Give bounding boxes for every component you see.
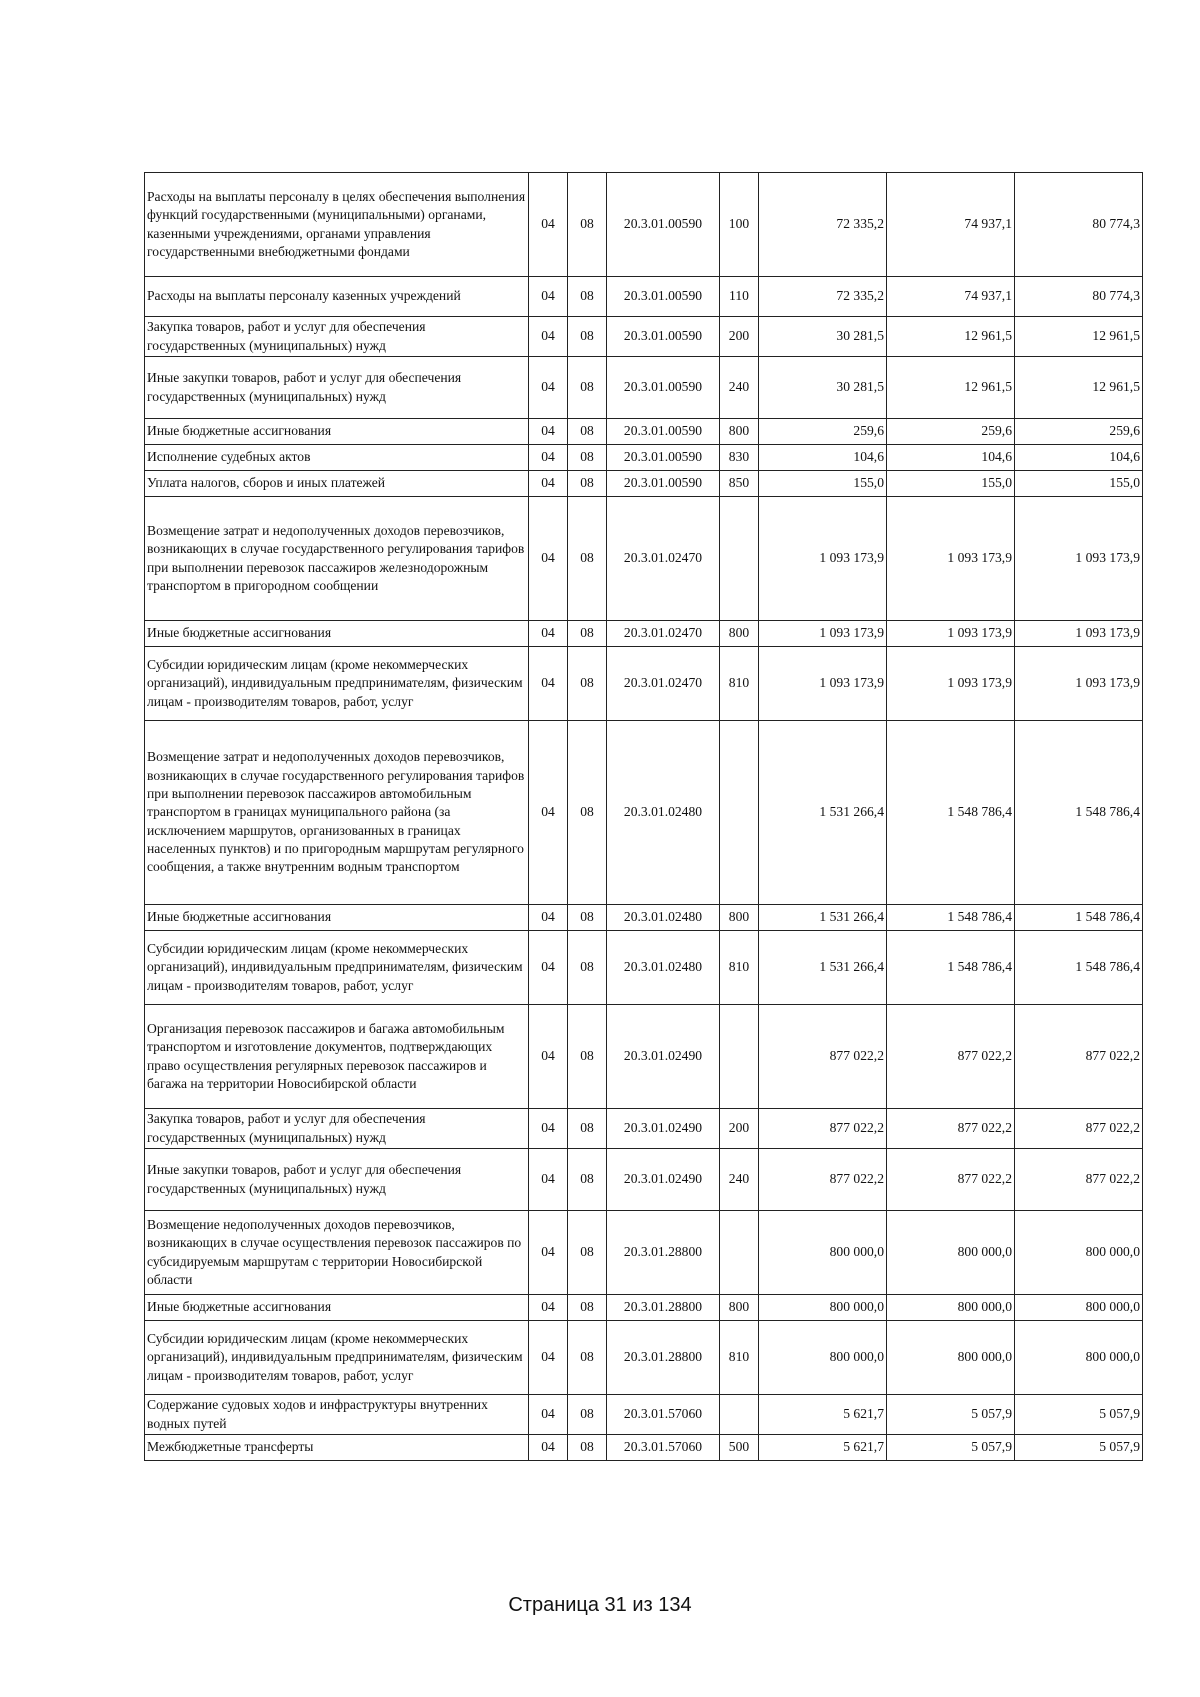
row-target-article: 20.3.01.00590 — [607, 419, 720, 445]
row-expense-type: 850 — [720, 471, 759, 497]
row-subsection-code: 08 — [568, 471, 607, 497]
table-row — [145, 647, 1143, 721]
row-description: Расходы на выплаты персоналу казенных учреждений — [145, 277, 529, 317]
row-amount-year1: 259,6 — [759, 419, 887, 445]
row-amount-year3: 80 774,3 — [1015, 277, 1143, 317]
row-section-code: 04 — [529, 471, 568, 497]
row-section-code: 04 — [529, 721, 568, 905]
row-expense-type: 200 — [720, 317, 759, 357]
row-amount-year1: 5 621,7 — [759, 1435, 887, 1461]
row-expense-type: 800 — [720, 419, 759, 445]
row-description: Иные бюджетные ассигнования — [145, 419, 529, 445]
row-amount-year3: 12 961,5 — [1015, 357, 1143, 419]
row-amount-year2: 12 961,5 — [887, 357, 1015, 419]
row-expense-type: 110 — [720, 277, 759, 317]
row-target-article: 20.3.01.57060 — [607, 1395, 720, 1435]
row-description: Межбюджетные трансферты — [145, 1435, 529, 1461]
row-amount-year1: 72 335,2 — [759, 173, 887, 277]
row-description: Уплата налогов, сборов и иных платежей — [145, 471, 529, 497]
page-number: Страница 31 из 134 — [508, 1594, 692, 1616]
row-section-code: 04 — [529, 1395, 568, 1435]
row-section-code: 04 — [529, 277, 568, 317]
row-amount-year2: 74 937,1 — [887, 173, 1015, 277]
row-amount-year3: 877 022,2 — [1015, 1109, 1143, 1149]
row-subsection-code: 08 — [568, 1109, 607, 1149]
table-body — [145, 173, 1143, 1461]
row-subsection-code: 08 — [568, 931, 607, 1005]
table-row — [145, 721, 1143, 905]
row-amount-year1: 1 093 173,9 — [759, 497, 887, 621]
row-expense-type: 810 — [720, 1321, 759, 1395]
row-amount-year1: 800 000,0 — [759, 1295, 887, 1321]
budget-table — [144, 172, 1143, 1461]
row-subsection-code: 08 — [568, 721, 607, 905]
row-subsection-code: 08 — [568, 621, 607, 647]
row-description: Возмещение недополученных доходов перевозчиков, возникающих в случае осуществления перевозок пассажиров по субсидируемым маршрутам с территории Новосибирской области — [145, 1211, 529, 1295]
row-amount-year2: 1 548 786,4 — [887, 931, 1015, 1005]
table-row — [145, 1435, 1143, 1461]
row-amount-year1: 877 022,2 — [759, 1149, 887, 1211]
row-section-code: 04 — [529, 497, 568, 621]
table-row — [145, 905, 1143, 931]
row-subsection-code: 08 — [568, 357, 607, 419]
row-description: Содержание судовых ходов и инфраструктуры внутренних водных путей — [145, 1395, 529, 1435]
table-row — [145, 621, 1143, 647]
row-subsection-code: 08 — [568, 317, 607, 357]
row-target-article: 20.3.01.00590 — [607, 471, 720, 497]
row-section-code: 04 — [529, 647, 568, 721]
row-amount-year1: 877 022,2 — [759, 1109, 887, 1149]
row-amount-year1: 30 281,5 — [759, 357, 887, 419]
row-description: Иные закупки товаров, работ и услуг для обеспечения государственных (муниципальных) нужд — [145, 357, 529, 419]
row-target-article: 20.3.01.02480 — [607, 931, 720, 1005]
row-section-code: 04 — [529, 317, 568, 357]
table-row — [145, 471, 1143, 497]
row-description: Возмещение затрат и недополученных доходов перевозчиков, возникающих в случае государственного регулирования тарифов при выполнении перевозок пассажиров автомобильным транспортом в границах муниципального района (за исключением маршрутов, организованных в границах населенных пунктов) и по пригородным маршрутам регулярного сообщения, а также внутренним водным транспортом — [145, 721, 529, 905]
table-row — [145, 1005, 1143, 1109]
row-amount-year1: 800 000,0 — [759, 1321, 887, 1395]
row-amount-year1: 800 000,0 — [759, 1211, 887, 1295]
row-section-code: 04 — [529, 1211, 568, 1295]
row-section-code: 04 — [529, 445, 568, 471]
row-subsection-code: 08 — [568, 1395, 607, 1435]
row-expense-type — [720, 1211, 759, 1295]
row-section-code: 04 — [529, 419, 568, 445]
row-amount-year2: 104,6 — [887, 445, 1015, 471]
row-description: Закупка товаров, работ и услуг для обеспечения государственных (муниципальных) нужд — [145, 317, 529, 357]
row-section-code: 04 — [529, 621, 568, 647]
row-expense-type: 800 — [720, 905, 759, 931]
row-expense-type — [720, 1395, 759, 1435]
row-section-code: 04 — [529, 1295, 568, 1321]
table-row — [145, 445, 1143, 471]
row-target-article: 20.3.01.28800 — [607, 1321, 720, 1395]
row-amount-year3: 877 022,2 — [1015, 1005, 1143, 1109]
row-target-article: 20.3.01.02470 — [607, 497, 720, 621]
row-amount-year3: 1 548 786,4 — [1015, 721, 1143, 905]
row-section-code: 04 — [529, 357, 568, 419]
table-row — [145, 1211, 1143, 1295]
row-amount-year2: 1 093 173,9 — [887, 621, 1015, 647]
row-amount-year3: 259,6 — [1015, 419, 1143, 445]
row-amount-year3: 1 093 173,9 — [1015, 497, 1143, 621]
row-amount-year1: 1 093 173,9 — [759, 647, 887, 721]
row-amount-year3: 1 093 173,9 — [1015, 621, 1143, 647]
row-section-code: 04 — [529, 1435, 568, 1461]
row-description: Субсидии юридическим лицам (кроме некоммерческих организаций), индивидуальным предпринимателям, физическим лицам - производителям товаров, работ, услуг — [145, 647, 529, 721]
row-expense-type: 830 — [720, 445, 759, 471]
row-amount-year2: 5 057,9 — [887, 1435, 1015, 1461]
table-row — [145, 1395, 1143, 1435]
row-amount-year2: 877 022,2 — [887, 1109, 1015, 1149]
row-description: Иные бюджетные ассигнования — [145, 1295, 529, 1321]
row-description: Возмещение затрат и недополученных доходов перевозчиков, возникающих в случае государственного регулирования тарифов при выполнении перевозок пассажиров железнодорожным транспортом в пригородном сообщении — [145, 497, 529, 621]
row-amount-year2: 877 022,2 — [887, 1149, 1015, 1211]
row-subsection-code: 08 — [568, 445, 607, 471]
row-expense-type: 240 — [720, 1149, 759, 1211]
row-amount-year1: 1 093 173,9 — [759, 621, 887, 647]
row-subsection-code: 08 — [568, 905, 607, 931]
row-amount-year2: 155,0 — [887, 471, 1015, 497]
row-target-article: 20.3.01.02480 — [607, 721, 720, 905]
row-amount-year1: 1 531 266,4 — [759, 905, 887, 931]
row-subsection-code: 08 — [568, 1435, 607, 1461]
row-amount-year1: 155,0 — [759, 471, 887, 497]
row-amount-year2: 5 057,9 — [887, 1395, 1015, 1435]
row-amount-year2: 1 093 173,9 — [887, 647, 1015, 721]
table-row — [145, 497, 1143, 621]
row-amount-year3: 12 961,5 — [1015, 317, 1143, 357]
row-expense-type: 810 — [720, 647, 759, 721]
row-amount-year3: 877 022,2 — [1015, 1149, 1143, 1211]
row-expense-type: 810 — [720, 931, 759, 1005]
row-target-article: 20.3.01.02470 — [607, 621, 720, 647]
row-amount-year1: 30 281,5 — [759, 317, 887, 357]
row-amount-year2: 800 000,0 — [887, 1295, 1015, 1321]
row-target-article: 20.3.01.57060 — [607, 1435, 720, 1461]
row-subsection-code: 08 — [568, 1149, 607, 1211]
row-subsection-code: 08 — [568, 647, 607, 721]
row-amount-year3: 800 000,0 — [1015, 1321, 1143, 1395]
row-target-article: 20.3.01.00590 — [607, 445, 720, 471]
row-subsection-code: 08 — [568, 173, 607, 277]
row-description: Субсидии юридическим лицам (кроме некоммерческих организаций), индивидуальным предпринимателям, физическим лицам - производителям товаров, работ, услуг — [145, 931, 529, 1005]
row-section-code: 04 — [529, 1321, 568, 1395]
row-expense-type: 200 — [720, 1109, 759, 1149]
row-amount-year3: 800 000,0 — [1015, 1211, 1143, 1295]
row-subsection-code: 08 — [568, 1321, 607, 1395]
table-row — [145, 1295, 1143, 1321]
row-description: Иные бюджетные ассигнования — [145, 905, 529, 931]
row-amount-year3: 104,6 — [1015, 445, 1143, 471]
row-amount-year3: 800 000,0 — [1015, 1295, 1143, 1321]
row-expense-type: 800 — [720, 621, 759, 647]
row-subsection-code: 08 — [568, 497, 607, 621]
table-row — [145, 1321, 1143, 1395]
row-target-article: 20.3.01.02490 — [607, 1109, 720, 1149]
row-expense-type — [720, 1005, 759, 1109]
row-expense-type: 240 — [720, 357, 759, 419]
row-subsection-code: 08 — [568, 277, 607, 317]
row-description: Субсидии юридическим лицам (кроме некоммерческих организаций), индивидуальным предпринимателям, физическим лицам - производителям товаров, работ, услуг — [145, 1321, 529, 1395]
row-amount-year2: 800 000,0 — [887, 1321, 1015, 1395]
row-amount-year2: 1 093 173,9 — [887, 497, 1015, 621]
row-amount-year3: 1 093 173,9 — [1015, 647, 1143, 721]
row-target-article: 20.3.01.02480 — [607, 905, 720, 931]
row-description: Закупка товаров, работ и услуг для обеспечения государственных (муниципальных) нужд — [145, 1109, 529, 1149]
row-subsection-code: 08 — [568, 419, 607, 445]
table-row — [145, 277, 1143, 317]
row-amount-year2: 1 548 786,4 — [887, 721, 1015, 905]
row-amount-year3: 1 548 786,4 — [1015, 931, 1143, 1005]
row-amount-year3: 80 774,3 — [1015, 173, 1143, 277]
table-row — [145, 317, 1143, 357]
row-target-article: 20.3.01.00590 — [607, 357, 720, 419]
row-section-code: 04 — [529, 931, 568, 1005]
row-target-article: 20.3.01.00590 — [607, 317, 720, 357]
row-section-code: 04 — [529, 1149, 568, 1211]
row-description: Расходы на выплаты персоналу в целях обеспечения выполнения функций государственными (муниципальными) органами, казенными учреждениями, органами управления государственными внебюджетными фондами — [145, 173, 529, 277]
row-amount-year1: 72 335,2 — [759, 277, 887, 317]
row-amount-year1: 877 022,2 — [759, 1005, 887, 1109]
row-description: Иные бюджетные ассигнования — [145, 621, 529, 647]
table-row — [145, 357, 1143, 419]
row-target-article: 20.3.01.28800 — [607, 1211, 720, 1295]
row-expense-type: 500 — [720, 1435, 759, 1461]
row-expense-type — [720, 497, 759, 621]
row-amount-year3: 155,0 — [1015, 471, 1143, 497]
row-amount-year1: 1 531 266,4 — [759, 931, 887, 1005]
row-target-article: 20.3.01.28800 — [607, 1295, 720, 1321]
row-amount-year3: 1 548 786,4 — [1015, 905, 1143, 931]
row-expense-type: 800 — [720, 1295, 759, 1321]
row-amount-year2: 800 000,0 — [887, 1211, 1015, 1295]
row-amount-year2: 74 937,1 — [887, 277, 1015, 317]
row-amount-year2: 877 022,2 — [887, 1005, 1015, 1109]
row-expense-type: 100 — [720, 173, 759, 277]
table-row — [145, 1149, 1143, 1211]
row-amount-year1: 5 621,7 — [759, 1395, 887, 1435]
row-amount-year2: 12 961,5 — [887, 317, 1015, 357]
row-subsection-code: 08 — [568, 1005, 607, 1109]
row-target-article: 20.3.01.00590 — [607, 277, 720, 317]
row-description: Исполнение судебных актов — [145, 445, 529, 471]
row-section-code: 04 — [529, 1109, 568, 1149]
row-section-code: 04 — [529, 1005, 568, 1109]
row-section-code: 04 — [529, 905, 568, 931]
row-target-article: 20.3.01.02490 — [607, 1005, 720, 1109]
table-row — [145, 173, 1143, 277]
row-amount-year3: 5 057,9 — [1015, 1395, 1143, 1435]
row-target-article: 20.3.01.00590 — [607, 173, 720, 277]
row-description: Организация перевозок пассажиров и багажа автомобильным транспортом и изготовление документов, подтверждающих право осуществления регулярных перевозок пассажиров и багажа на территории Новосибирской области — [145, 1005, 529, 1109]
row-subsection-code: 08 — [568, 1295, 607, 1321]
row-amount-year2: 259,6 — [887, 419, 1015, 445]
row-section-code: 04 — [529, 173, 568, 277]
table-row — [145, 419, 1143, 445]
row-target-article: 20.3.01.02490 — [607, 1149, 720, 1211]
table-row — [145, 931, 1143, 1005]
row-amount-year1: 104,6 — [759, 445, 887, 471]
row-subsection-code: 08 — [568, 1211, 607, 1295]
row-expense-type — [720, 721, 759, 905]
row-description: Иные закупки товаров, работ и услуг для обеспечения государственных (муниципальных) нужд — [145, 1149, 529, 1211]
table-row — [145, 1109, 1143, 1149]
row-amount-year2: 1 548 786,4 — [887, 905, 1015, 931]
row-amount-year3: 5 057,9 — [1015, 1435, 1143, 1461]
row-amount-year1: 1 531 266,4 — [759, 721, 887, 905]
row-target-article: 20.3.01.02470 — [607, 647, 720, 721]
